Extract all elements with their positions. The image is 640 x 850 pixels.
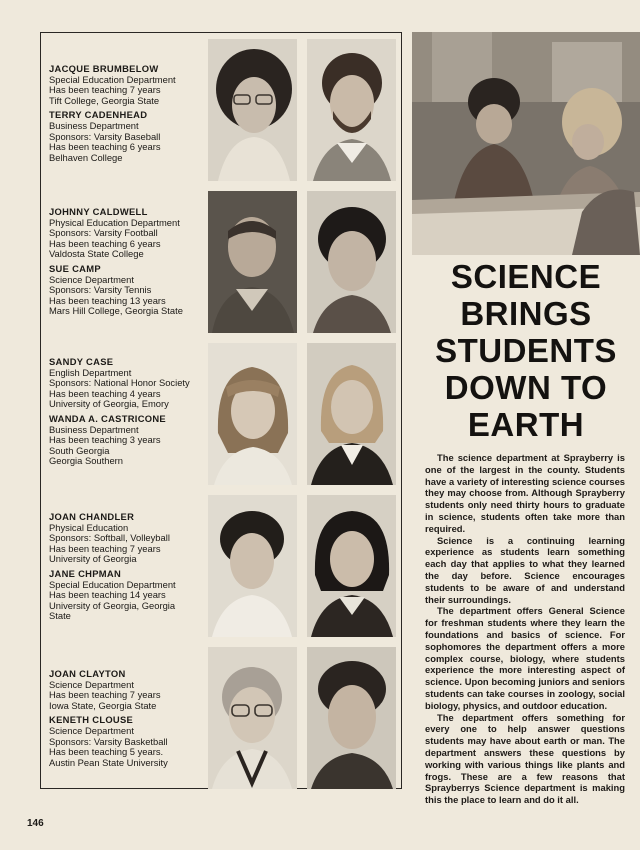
faculty-detail: Business Department	[49, 423, 139, 435]
faculty-name: SANDY CASE	[49, 356, 114, 367]
faculty-bios	[49, 64, 209, 167]
portrait-photo	[208, 647, 297, 789]
faculty-detail: Has been teaching 4 years	[49, 387, 161, 399]
portrait-photo	[208, 495, 297, 637]
faculty-detail: Has been teaching 7 years	[49, 84, 161, 96]
faculty-row	[41, 495, 401, 637]
faculty-detail: Has been teaching 7 years	[49, 542, 161, 554]
headline-line: BRINGS	[460, 295, 592, 332]
headline-line: DOWN TO	[444, 369, 608, 406]
faculty-row	[41, 39, 401, 181]
headline-line: STUDENTS	[435, 332, 617, 369]
faculty-detail: Has been teaching 7 years	[49, 689, 161, 701]
faculty-name: SUE CAMP	[49, 262, 101, 274]
portrait-photo	[208, 39, 297, 181]
headline-line: EARTH	[467, 406, 585, 443]
faculty-bios	[49, 357, 209, 471]
faculty-detail: South Georgia	[49, 444, 110, 456]
faculty-detail: Has been teaching 6 years	[49, 237, 161, 249]
faculty-detail: Iowa State, Georgia State	[49, 699, 157, 711]
faculty-detail: Sponsors: Varsity Tennis	[49, 284, 152, 296]
portrait-photo	[307, 343, 396, 485]
faculty-detail: Austin Pean State University	[49, 756, 168, 768]
faculty-detail: Valdosta State College	[49, 248, 144, 260]
faculty-detail: Science Department	[49, 724, 134, 736]
faculty-detail: University of Georgia	[49, 553, 137, 565]
faculty-detail: Has been teaching 13 years	[49, 294, 166, 306]
faculty-name: JOAN CHANDLER	[49, 511, 135, 522]
faculty-detail: University of Georgia, Emory	[49, 398, 169, 410]
faculty-detail: Georgia Southern	[49, 455, 124, 467]
faculty-detail: Sponsors: Varsity Football	[49, 227, 158, 239]
faculty-bio	[49, 414, 209, 467]
faculty-row	[41, 343, 401, 485]
faculty-name: KENETH CLOUSE	[49, 714, 134, 726]
faculty-detail: Mars Hill College, Georgia State	[49, 305, 183, 317]
faculty-listing	[40, 32, 402, 789]
portrait-photo	[307, 39, 396, 181]
portrait-photo	[307, 647, 396, 789]
faculty-detail: State	[49, 610, 71, 622]
faculty-bio	[49, 64, 209, 106]
faculty-detail: Sponsors: National Honor Society	[49, 377, 190, 389]
portrait-photo	[208, 191, 297, 333]
faculty-detail: Science Department	[49, 273, 134, 285]
faculty-detail: Physical Education Department	[49, 216, 180, 228]
article-paragraph: The science department at Sprayberry is one of the largest in the county. Students have a variety of interesting science courses they may choose from. Although Sprayberry students only need thirty hours to graduate in science, students often take more than required.	[425, 452, 625, 534]
faculty-detail: Has been teaching 3 years	[49, 434, 161, 446]
faculty-name: JOAN CLAYTON	[49, 668, 126, 679]
faculty-detail: Sponsors: Varsity Baseball	[49, 130, 161, 142]
faculty-bios	[49, 669, 209, 772]
faculty-detail: Physical Education	[49, 521, 129, 533]
faculty-row	[41, 191, 401, 333]
faculty-bio	[49, 512, 209, 565]
portrait-photo	[208, 343, 297, 485]
faculty-bio	[49, 569, 209, 622]
faculty-detail: Special Education Department	[49, 578, 176, 590]
faculty-detail: Has been teaching 6 years	[49, 141, 161, 153]
faculty-name: JANE CHPMAN	[49, 567, 122, 579]
faculty-bios	[49, 512, 209, 626]
faculty-detail: Has been teaching 14 years	[49, 589, 166, 601]
science-class-photo	[412, 32, 640, 255]
article-paragraph: The department offers something for every one to help answer questions students may have about earth or man. The department answers these questions by working with various things like plants and frogs. These are a few reasons that Sprayberrys Science department is making this the place to learn and do it all.	[425, 711, 625, 806]
article-body	[425, 452, 625, 806]
faculty-bio	[49, 110, 209, 163]
faculty-detail: Tift College, Georgia State	[49, 94, 160, 106]
faculty-bio	[49, 715, 209, 768]
faculty-detail: Special Education Department	[49, 73, 176, 85]
faculty-detail: University of Georgia, Georgia	[49, 599, 176, 611]
page-number: 146	[27, 818, 44, 829]
faculty-bio	[49, 357, 209, 410]
faculty-detail: English Department	[49, 366, 132, 378]
faculty-name: JACQUE BRUMBELOW	[49, 63, 159, 74]
faculty-bio	[49, 264, 209, 317]
faculty-detail: Sponsors: Varsity Basketball	[49, 735, 168, 747]
faculty-bio	[49, 669, 209, 711]
faculty-detail: Has been teaching 5 years.	[49, 746, 164, 758]
faculty-bio	[49, 207, 209, 260]
portrait-photo	[307, 191, 396, 333]
faculty-detail: Sponsors: Softball, Volleyball	[49, 532, 170, 544]
headline-line: SCIENCE	[450, 258, 602, 295]
faculty-detail: Belhaven College	[49, 151, 123, 163]
faculty-detail: Science Department	[49, 678, 134, 690]
article-headline	[412, 258, 640, 443]
faculty-name: WANDA A. CASTRICONE	[49, 412, 166, 424]
article-paragraph: Science is a continuing learning experience as students learn something each day that applies to what they learned the day before. Science encourages students to be aware of and understand their surroundings.	[425, 534, 625, 605]
faculty-detail: Business Department	[49, 119, 139, 131]
faculty-name: TERRY CADENHEAD	[49, 109, 148, 121]
portrait-photo	[307, 495, 396, 637]
faculty-bios	[49, 207, 209, 321]
faculty-name: JOHNNY CALDWELL	[49, 206, 148, 217]
faculty-row	[41, 647, 401, 789]
article-paragraph: The department offers General Science for freshman students where they learn the foundations and basics of science. For sophomores the department offers a more complex course, biology, where students experience the more interesting aspect of science. Upon becoming juniors and seniors students can take courses in zoology, social biology, physics, and outdoor education.	[425, 605, 625, 711]
